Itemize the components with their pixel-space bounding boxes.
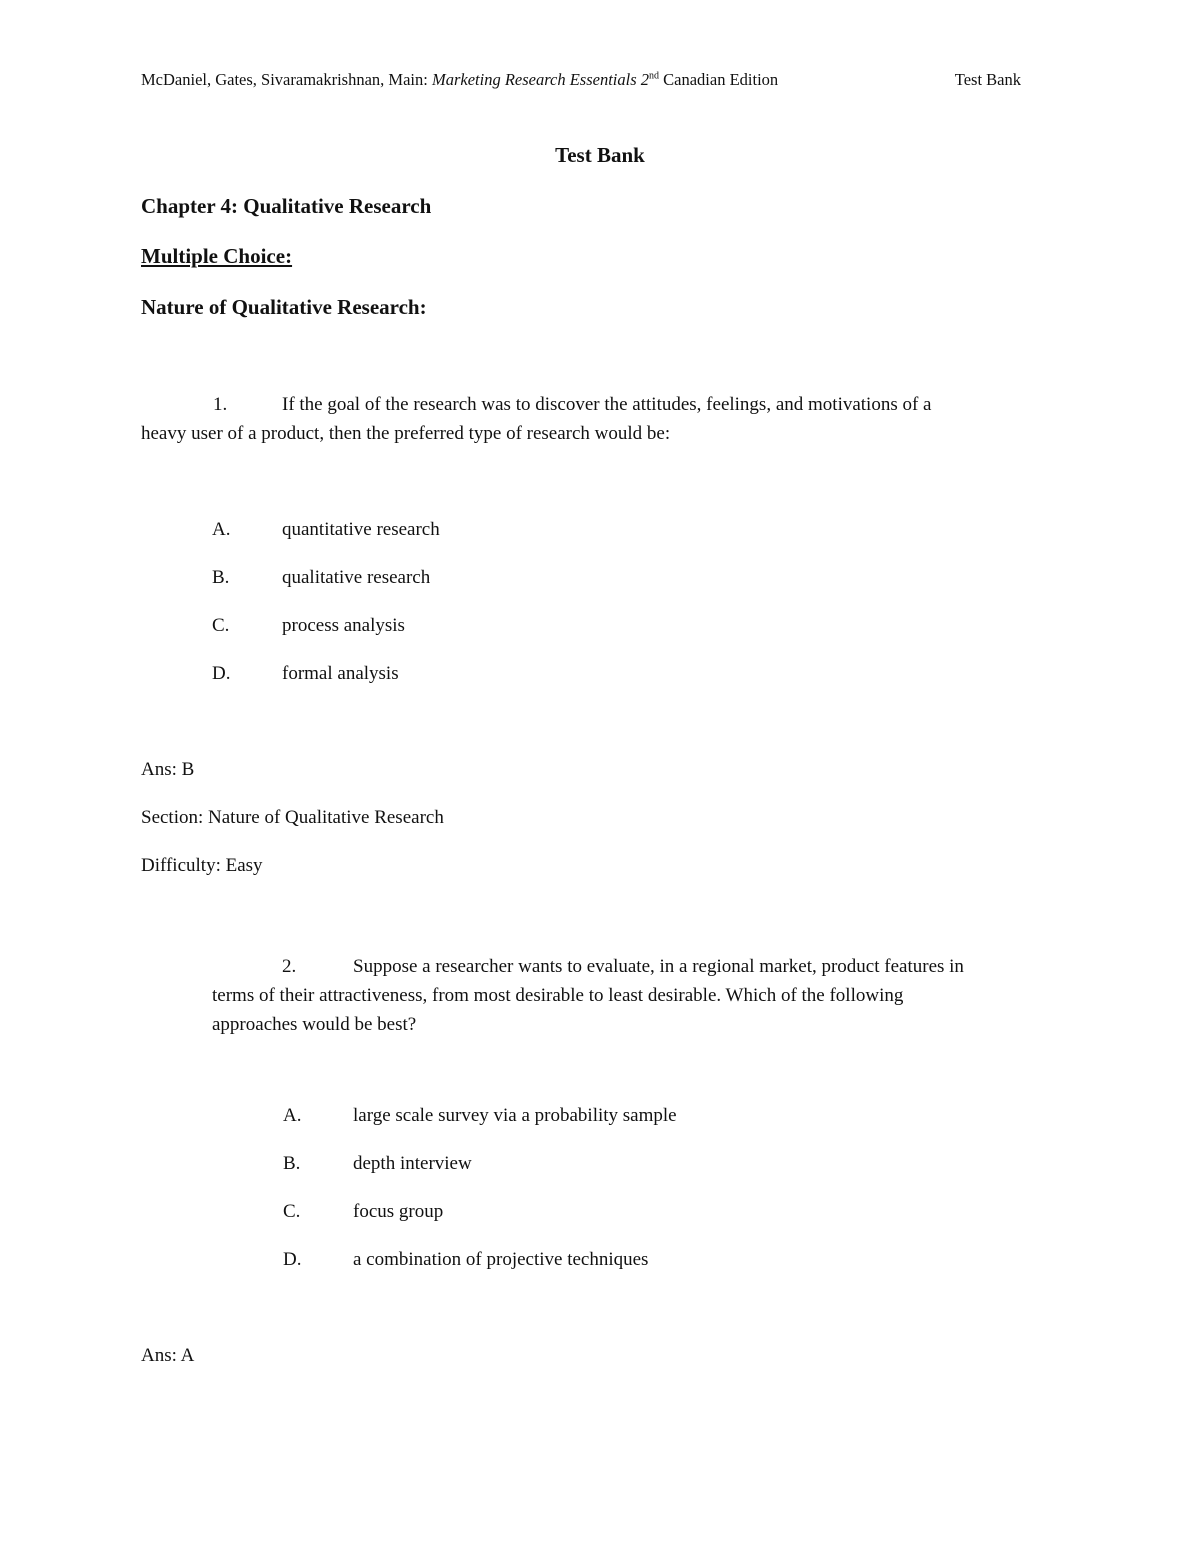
header-citation: McDaniel, Gates, Sivaramakrishnan, Main: Marketing Research Essentials 2nd Canadian Edition (141, 70, 779, 89)
question-1-stem-line-1: 1. If the goal of the research was to discover the attitudes, feelings, and motivations of a (213, 394, 932, 415)
question-1-answer: Ans: B (141, 759, 195, 780)
running-header (141, 70, 1021, 94)
page-title: Test Bank (555, 143, 645, 167)
question-1-stem-line-2: heavy user of a product, then the preferred type of research would be: (141, 423, 671, 444)
question-2-stem-line-1: Suppose a researcher wants to evaluate, in a regional market, product features in (353, 956, 964, 977)
question-1-section: Section: Nature of Qualitative Research (141, 807, 444, 828)
question-1-option-a: A. quantitative research (212, 519, 440, 540)
book-title: Marketing Research Essentials 2 (431, 70, 650, 89)
topic-heading: Nature of Qualitative Research: (141, 295, 427, 319)
question-2-option-d: D. a combination of projective techniques (283, 1249, 649, 1270)
question-1-option-c: C. process analysis (212, 615, 405, 636)
question-2-stem-line-3: approaches would be best? (212, 1014, 417, 1035)
question-2-number: 2. (282, 956, 297, 977)
question-1-option-d: D. formal analysis (212, 663, 399, 684)
header-right-label: Test Bank (954, 70, 1021, 89)
question-1-number: 1. (213, 394, 228, 415)
section-heading-multiple-choice: Multiple Choice: (141, 244, 293, 268)
question-1-difficulty: Difficulty: Easy (141, 855, 263, 876)
question-2-stem (212, 952, 1057, 1042)
question-2-option-c: C. focus group (283, 1201, 444, 1222)
question-2-stem-line-2: terms of their attractiveness, from most desirable to least desirable. Which of the following (212, 985, 904, 1006)
edition-superscript: nd (649, 70, 660, 82)
question-1-option-b: B. qualitative research (212, 567, 431, 588)
question-2-answer: Ans: A (141, 1345, 195, 1366)
question-2-option-a: A. large scale survey via a probability sample (283, 1105, 677, 1126)
question-2-option-b: B. depth interview (283, 1153, 472, 1174)
chapter-heading: Chapter 4: Qualitative Research (141, 194, 432, 218)
